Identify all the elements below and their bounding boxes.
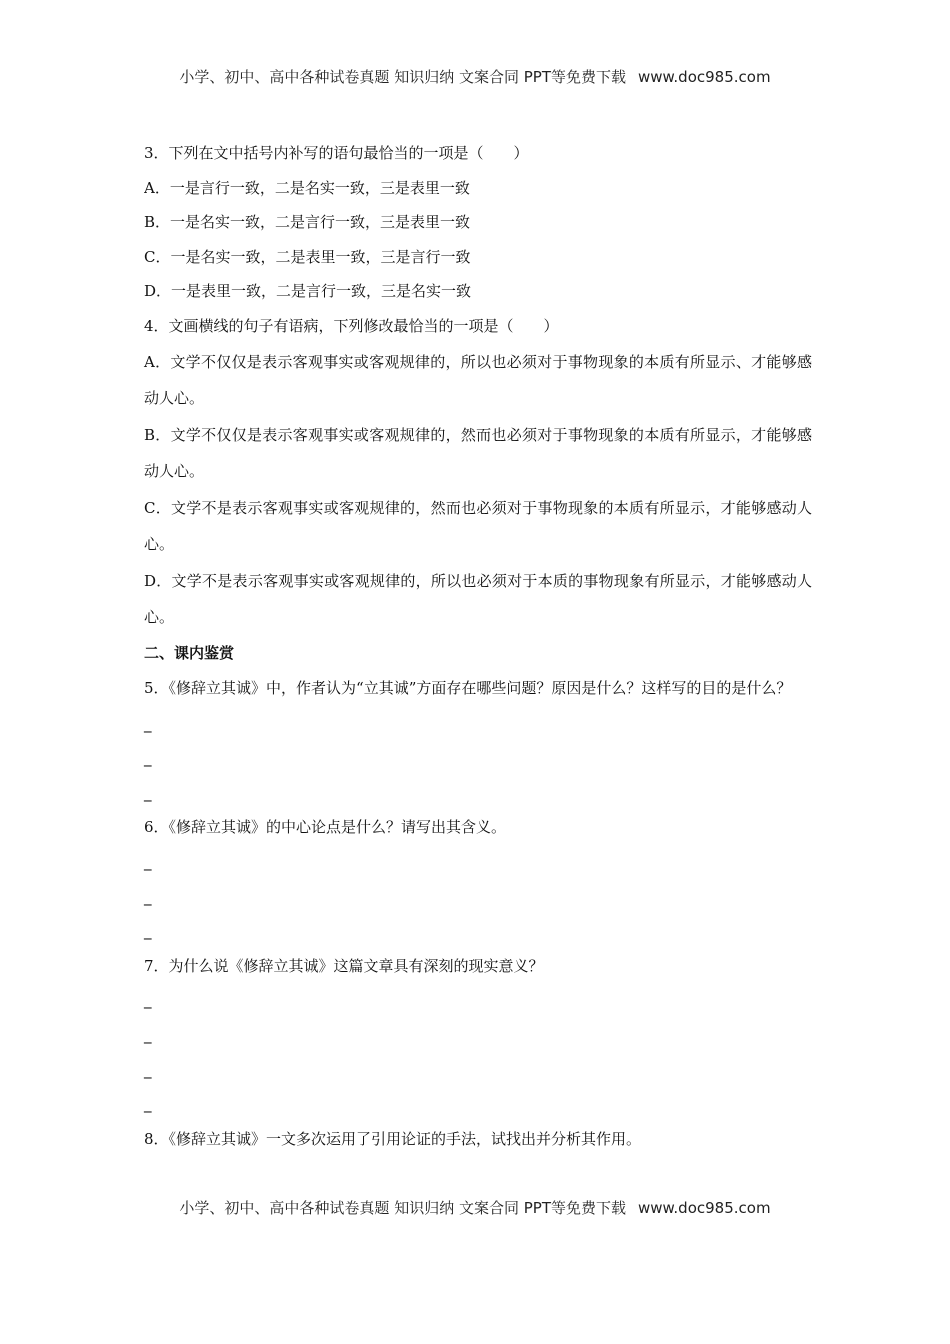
question-3-option-b: B．一是名实一致，二是言行一致，三是表里一致 xyxy=(144,213,471,232)
answer-blank: _ xyxy=(144,1095,152,1114)
page-footer xyxy=(0,1197,950,1218)
document-body xyxy=(144,136,812,1156)
answer-blank: _ xyxy=(144,783,152,802)
question-4-option-d: D．文学不是表示客观事实或客观规律的，所以也必须对于本质的事物现象有所显示，才能够感动人心。 xyxy=(144,571,812,627)
section-2-title: 二、课内鉴赏 xyxy=(144,643,235,662)
question-7-stem: 7．为什么说《修辞立其诚》这篇文章具有深刻的现实意义？ xyxy=(144,956,544,975)
question-3-option-c: C．一是名实一致，二是表里一致，三是言行一致 xyxy=(144,247,471,266)
question-3-option-d: D．一是表里一致，二是言行一致，三是名实一致 xyxy=(144,282,472,301)
page-header xyxy=(0,66,950,87)
question-5-stem: 5．《修辞立其诚》中，作者认为“立其诚”方面存在哪些问题？原因是什么？这样写的目的是什么？ xyxy=(144,679,792,698)
question-4-option-a: A．文学不仅仅是表示客观事实或客观规律的，所以也必须对于事物现象的本质有所显示、才能够感动人心。 xyxy=(144,352,812,408)
answer-blank: _ xyxy=(144,1026,152,1044)
answer-blank: _ xyxy=(144,991,152,1010)
question-3-option-a: A．一是言行一致，二是名实一致，三是表里一致 xyxy=(144,178,470,197)
question-4-option-c: C．文学不是表示客观事实或客观规律的，然而也必须对于事物现象的本质有所显示，才能够感动人心。 xyxy=(144,498,812,554)
question-3-stem: 3．下列在文中括号内补写的语句最恰当的一项是（ ） xyxy=(144,144,529,162)
header-url-link[interactable]: www.doc985.com xyxy=(637,68,771,86)
question-4-stem: 4．文画横线的句子有语病，下列修改最恰当的一项是（ ） xyxy=(144,316,559,335)
answer-blank: _ xyxy=(144,1060,152,1079)
header-text: 小学、初中、高中各种试卷真题 知识归纳 文案合同 PPT等免费下载 xyxy=(179,68,626,86)
question-4-option-b: B．文学不仅仅是表示客观事实或客观规律的，然而也必须对于事物现象的本质有所显示，才能够感动人心。 xyxy=(144,425,812,481)
answer-blank: _ xyxy=(144,853,152,872)
question-6-stem: 6．《修辞立其诚》的中心论点是什么？请写出其含义。 xyxy=(144,818,507,837)
answer-blank: _ xyxy=(144,749,152,768)
footer-text: 小学、初中、高中各种试卷真题 知识归纳 文案合同 PPT等免费下载 xyxy=(179,1199,626,1217)
answer-blank: _ xyxy=(144,922,152,941)
answer-blank: _ xyxy=(144,714,152,733)
footer-url-link[interactable]: www.doc985.com xyxy=(637,1199,771,1217)
answer-blank: _ xyxy=(144,887,152,906)
question-8-stem: 8．《修辞立其诚》一文多次运用了引用论证的手法，试找出并分析其作用。 xyxy=(144,1129,642,1148)
